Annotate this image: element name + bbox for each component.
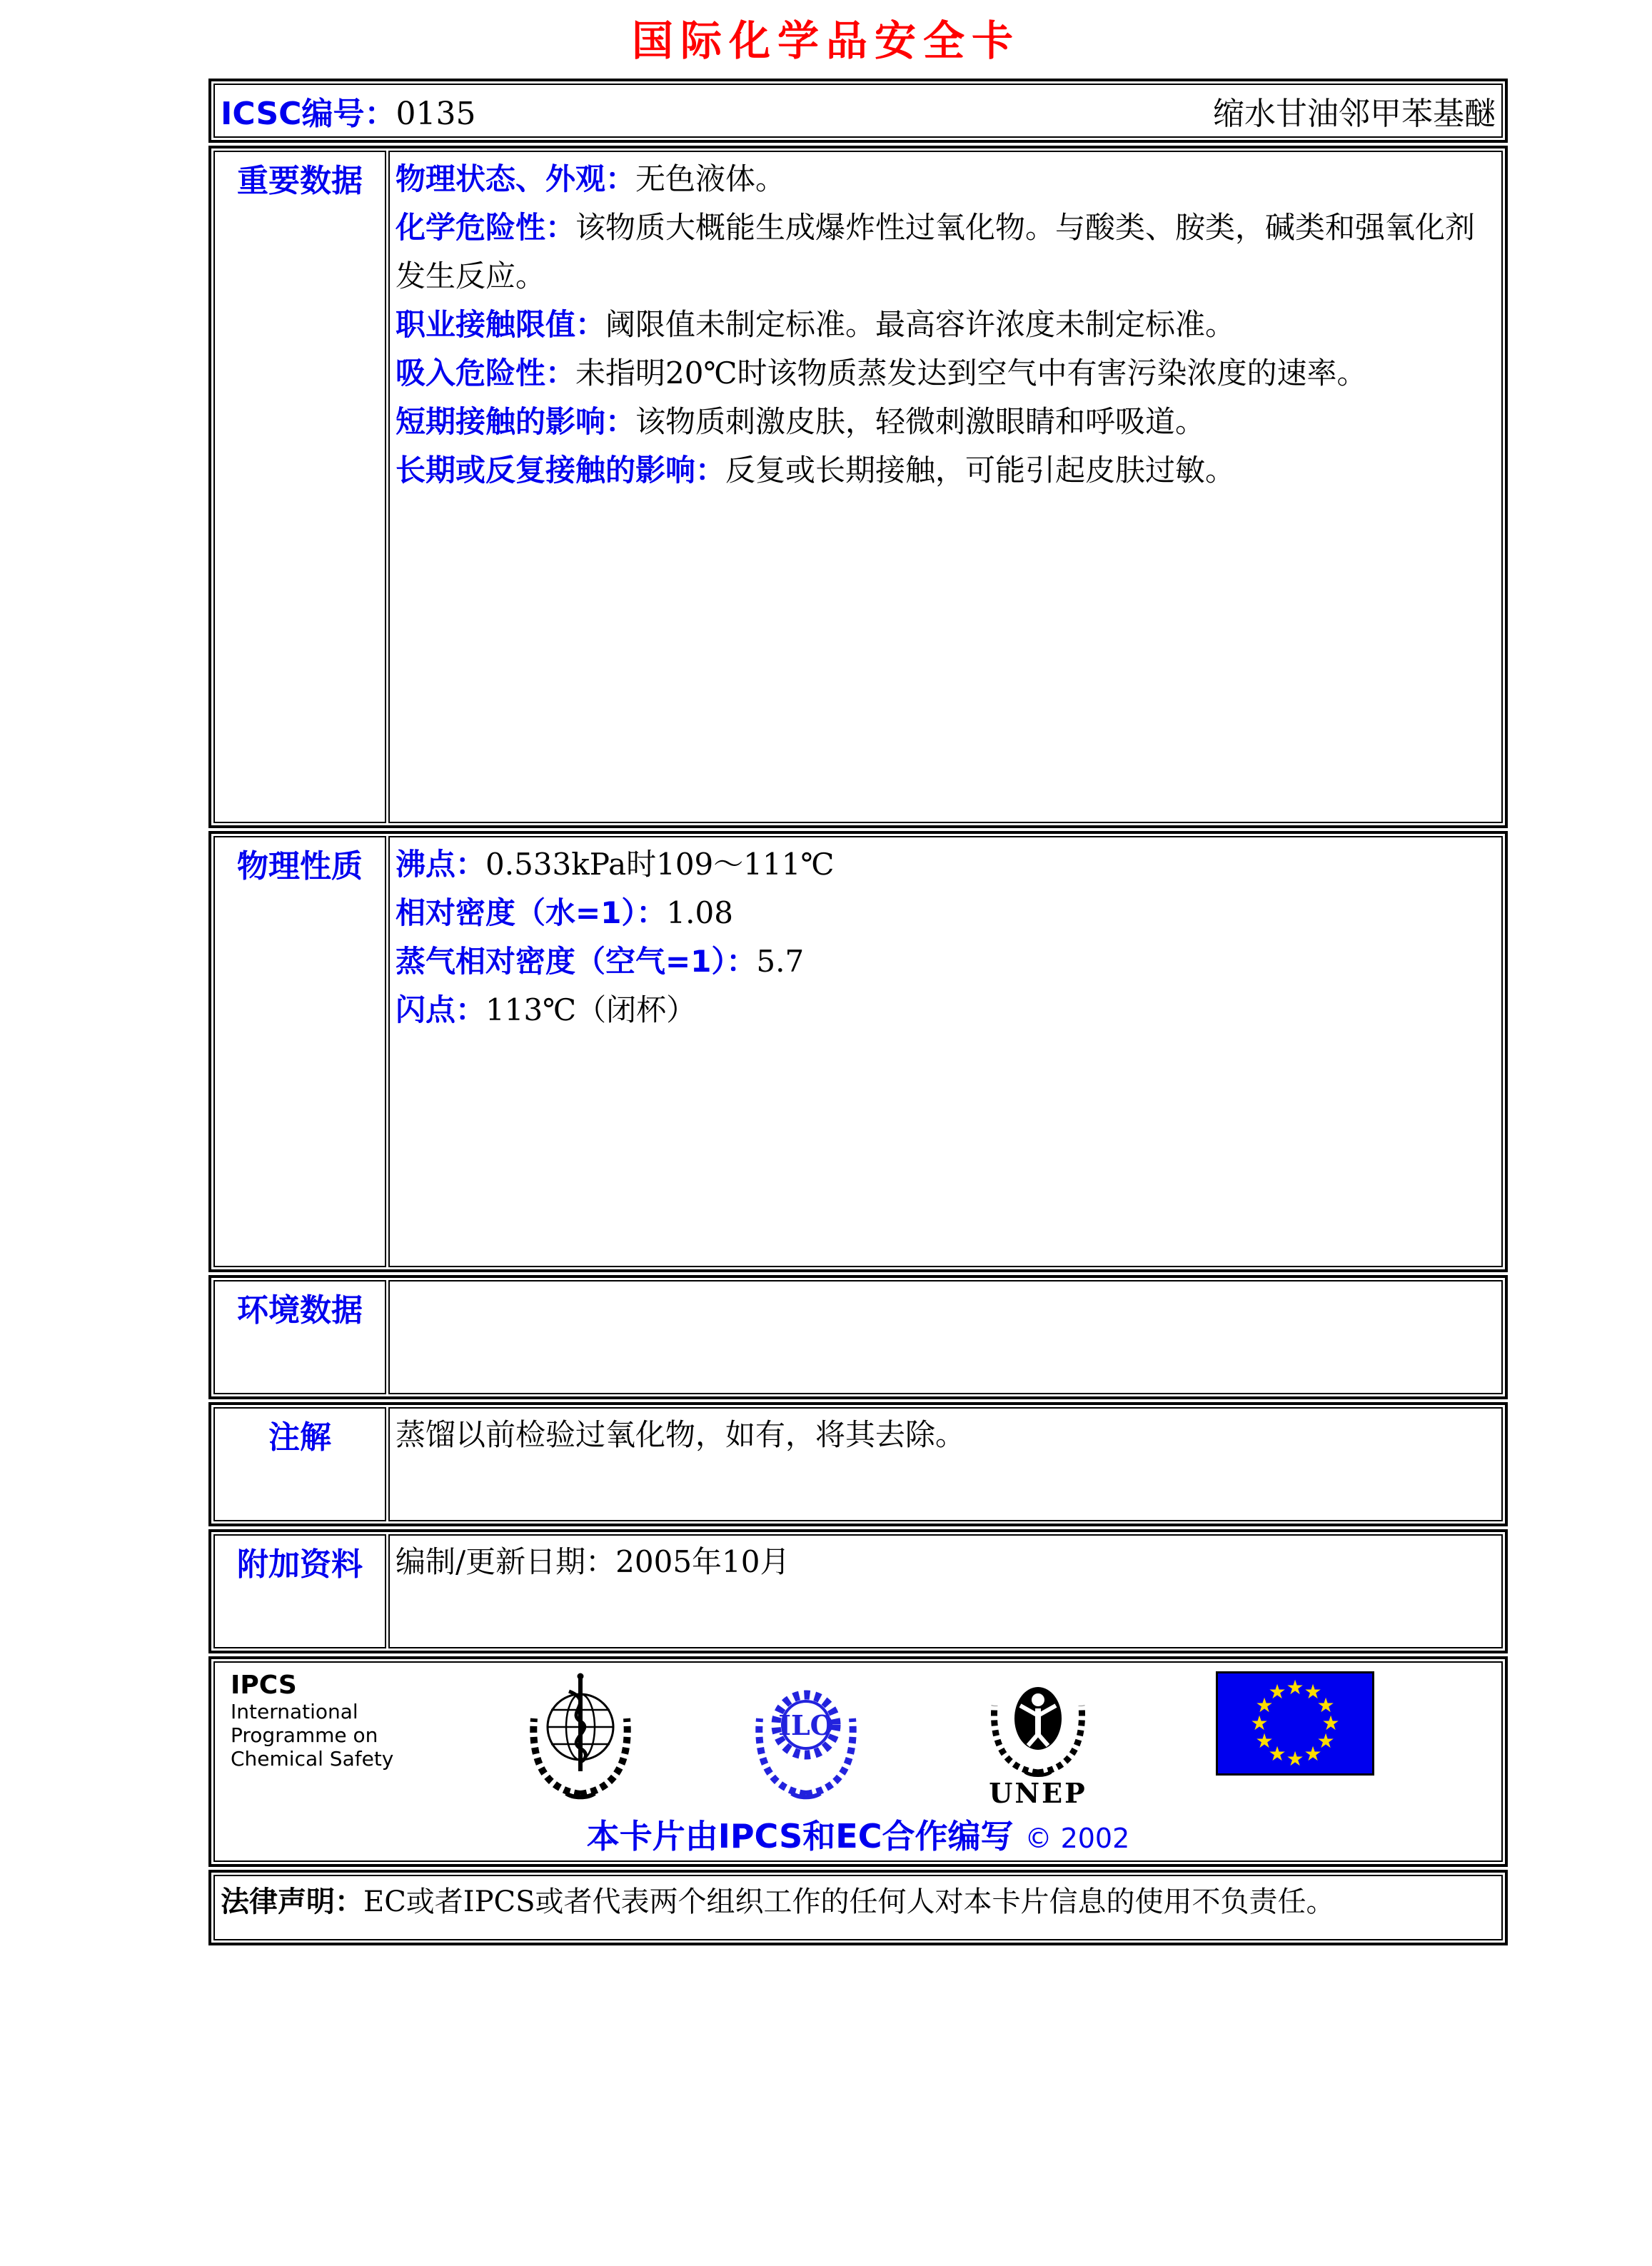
copyright-year: © 2002 bbox=[1024, 1823, 1130, 1854]
unep-logo-block bbox=[977, 1671, 1099, 1809]
svg-text:★: ★ bbox=[1268, 1742, 1286, 1766]
physical-state-item bbox=[396, 155, 1496, 203]
occupational-limit-label: 职业接触限值： bbox=[396, 307, 606, 342]
relative-density-text: 1.08 bbox=[666, 895, 733, 930]
svg-text:★: ★ bbox=[1304, 1742, 1322, 1766]
flash-point-item bbox=[396, 986, 1496, 1034]
boiling-point-label: 沸点： bbox=[396, 847, 486, 882]
ipcs-line-1: International bbox=[231, 1700, 358, 1723]
who-logo-icon bbox=[526, 1671, 635, 1803]
inhalation-risk-item bbox=[396, 349, 1496, 398]
physical-state-text: 无色液体。 bbox=[635, 161, 786, 196]
ilo-logo-icon bbox=[752, 1671, 860, 1803]
short-term-effects-text: 该物质刺激皮肤，轻微刺激眼睛和呼吸道。 bbox=[635, 404, 1206, 439]
long-term-effects-item bbox=[396, 446, 1496, 495]
physical-state-label: 物理状态、外观： bbox=[396, 161, 636, 196]
legal-notice-text: EC或者IPCS或者代表两个组织工作的任何人对本卡片信息的使用不负责任。 bbox=[363, 1885, 1335, 1918]
long-term-effects-text: 反复或长期接触，可能引起皮肤过敏。 bbox=[725, 453, 1236, 488]
occupational-limit-item bbox=[396, 301, 1496, 349]
legal-notice-cell bbox=[213, 1875, 1503, 1940]
relative-density-item bbox=[396, 889, 1496, 937]
svg-text:★: ★ bbox=[1255, 1693, 1274, 1717]
svg-text:ILO: ILO bbox=[778, 1709, 834, 1741]
relative-density-label: 相对密度（水=1）： bbox=[396, 895, 667, 930]
copyright-text: 本卡片由IPCS和EC合作编写 bbox=[586, 1817, 1014, 1855]
page-title: 国际化学品安全卡 bbox=[631, 16, 1020, 65]
environmental-data-row-label: 环境数据 bbox=[213, 1280, 386, 1394]
additional-info-section bbox=[208, 1529, 1508, 1653]
physical-properties-row-label: 物理性质 bbox=[213, 836, 386, 1267]
notes-section bbox=[208, 1402, 1508, 1526]
notes-row-label: 注解 bbox=[213, 1407, 386, 1521]
vapor-density-label: 蒸气相对密度（空气=1）： bbox=[396, 944, 757, 979]
organizations-section bbox=[208, 1656, 1508, 1867]
svg-text:★: ★ bbox=[1286, 1676, 1304, 1699]
boiling-point-text: 0.533kPa时109～111℃ bbox=[485, 847, 835, 882]
ipcs-text-block bbox=[231, 1671, 409, 1771]
chemical-danger-label: 化学危险性： bbox=[396, 210, 576, 245]
legal-notice-section bbox=[208, 1870, 1508, 1945]
short-term-effects-item bbox=[396, 398, 1496, 446]
svg-text:★: ★ bbox=[1255, 1729, 1274, 1753]
environmental-data-content bbox=[388, 1280, 1503, 1394]
flash-point-text: 113℃（闭杯） bbox=[485, 992, 697, 1027]
svg-text:★: ★ bbox=[1268, 1680, 1286, 1703]
icsc-number-group bbox=[221, 88, 475, 134]
svg-text:★: ★ bbox=[1304, 1680, 1322, 1703]
icsc-number-label: ICSC编号： bbox=[221, 96, 396, 132]
important-data-section bbox=[208, 146, 1508, 828]
chemical-danger-text: 该物质大概能生成爆炸性过氧化物。与酸类、胺类，碱类和强氧化剂发生反应。 bbox=[396, 210, 1476, 293]
additional-info-content: 编制/更新日期：2005年10月 bbox=[388, 1534, 1503, 1648]
legal-notice-label: 法律声明： bbox=[221, 1885, 363, 1918]
ipcs-line-3: Chemical Safety bbox=[231, 1747, 394, 1771]
vapor-density-text: 5.7 bbox=[756, 944, 805, 979]
header-cell bbox=[213, 84, 1503, 138]
icsc-number-value: 0135 bbox=[396, 96, 476, 132]
copyright-line bbox=[221, 1811, 1496, 1858]
svg-text:★: ★ bbox=[1286, 1747, 1304, 1771]
svg-text:★: ★ bbox=[1250, 1711, 1269, 1735]
inhalation-risk-label: 吸入危险性： bbox=[396, 356, 576, 391]
svg-text:★: ★ bbox=[1321, 1711, 1340, 1735]
ipcs-acronym: IPCS bbox=[231, 1671, 297, 1700]
ipcs-line-2: Programme on bbox=[231, 1723, 378, 1747]
svg-text:★: ★ bbox=[1316, 1729, 1335, 1753]
physical-properties-content bbox=[388, 836, 1503, 1267]
eu-flag-icon bbox=[1216, 1671, 1374, 1778]
important-data-row-label: 重要数据 bbox=[213, 151, 386, 823]
important-data-content bbox=[388, 151, 1503, 823]
unep-label: UNEP bbox=[989, 1777, 1087, 1809]
short-term-effects-label: 短期接触的影响： bbox=[396, 404, 636, 439]
chemical-danger-item bbox=[396, 203, 1496, 301]
long-term-effects-label: 长期或反复接触的影响： bbox=[396, 453, 726, 488]
environmental-data-section bbox=[208, 1275, 1508, 1399]
notes-content: 蒸馏以前检验过氧化物，如有，将其去除。 bbox=[388, 1407, 1503, 1521]
organizations-cell bbox=[213, 1661, 1503, 1862]
flash-point-label: 闪点： bbox=[396, 992, 486, 1027]
vapor-density-item bbox=[396, 937, 1496, 986]
additional-info-row-label: 附加资料 bbox=[213, 1534, 386, 1648]
chemical-name: 缩水甘油邻甲苯基醚 bbox=[1213, 96, 1496, 132]
svg-text:★: ★ bbox=[1316, 1693, 1335, 1717]
physical-properties-section bbox=[208, 831, 1508, 1272]
header-section bbox=[208, 79, 1508, 143]
occupational-limit-text: 阈限值未制定标准。最高容许浓度未制定标准。 bbox=[605, 307, 1236, 342]
inhalation-risk-text: 未指明20℃时该物质蒸发达到空气中有害污染浓度的速率。 bbox=[575, 356, 1367, 391]
boiling-point-item bbox=[396, 840, 1496, 889]
icsc-card bbox=[208, 79, 1508, 1945]
